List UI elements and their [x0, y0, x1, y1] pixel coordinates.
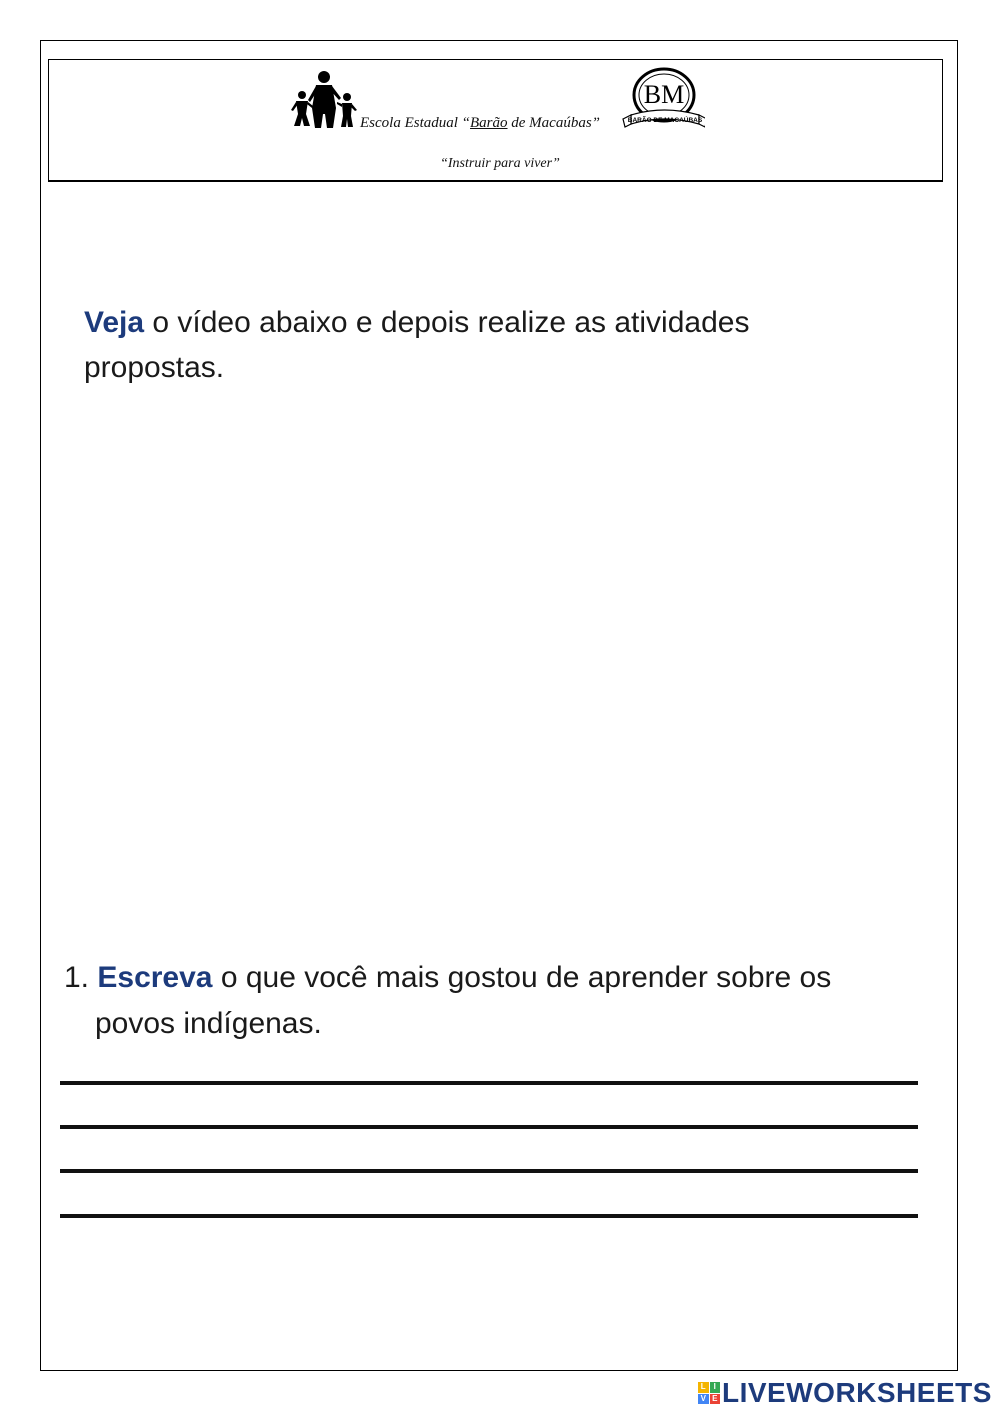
question-1: [64, 955, 944, 1047]
question-keyword: Escreva: [97, 961, 213, 994]
school-name-underlined: Barão: [470, 115, 508, 131]
answer-line[interactable]: [60, 1081, 918, 1085]
seal-initials: BM: [643, 80, 685, 109]
seal-banner-text: BARÃO DE MACAÚBAS: [627, 117, 703, 124]
answer-line[interactable]: [60, 1125, 918, 1129]
question-number: 1.: [64, 961, 90, 994]
instruction-keyword: Veja: [84, 306, 145, 339]
question-text-line1: o que você mais gostou de aprender sobre os: [212, 961, 832, 994]
brand-name: LIVEWORKSHEETS: [722, 1377, 992, 1408]
school-seal-logo: [619, 67, 705, 131]
liveworksheets-logo-icon: L I V E: [698, 1382, 720, 1404]
answer-line[interactable]: [60, 1169, 918, 1173]
question-text-line2: povos indígenas.: [95, 1007, 322, 1040]
family-logo-icon: [290, 70, 358, 130]
instruction-body: o vídeo abaixo e depois realize as atividades propostas.: [84, 306, 750, 384]
school-motto: “Instruir para viver”: [440, 156, 560, 171]
instruction-text: [84, 300, 884, 390]
liveworksheets-brand[interactable]: [698, 1378, 992, 1408]
school-name: Escola Estadual “Barão de Macaúbas”: [360, 115, 601, 131]
answer-line[interactable]: [60, 1214, 918, 1218]
